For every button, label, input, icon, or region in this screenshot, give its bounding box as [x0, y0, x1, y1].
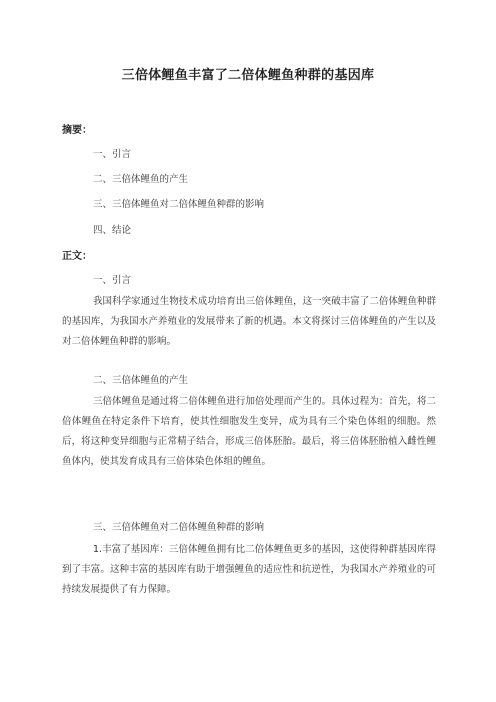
- section-impact-heading: 三、三倍体鲤鱼对二倍体鲤鱼种群的影响: [93, 522, 265, 533]
- outline-item-impact: 三、三倍体鲤鱼对二倍体鲤鱼种群的影响: [93, 199, 265, 210]
- body-heading: 正文：: [62, 251, 92, 262]
- section-origin-paragraph: 三倍体鲤鱼是通过将二倍体鲤鱼进行加倍处理而产生的。具体过程为：首先，将二倍体鲤鱼在特定条件下培育，使其性细胞发生变异，成为具有三个染色体组的细胞。然后，将这种变异细胞与正常精子结合，形成三倍体胚胎。最后，将三倍体胚胎植入雌性鲤鱼体内，使其发育成具有三倍体染色体组的鲤鱼。: [62, 396, 436, 467]
- section-origin-heading: 二、三倍体鲤鱼的产生: [93, 375, 189, 386]
- outline-item-origin: 二、三倍体鲤鱼的产生: [93, 174, 189, 185]
- section-impact-paragraph: 1.丰富了基因库：三倍体鲤鱼拥有比二倍体鲤鱼更多的基因，这使得种群基因库得到了丰富。这种丰富的基因库有助于增强鲤鱼的适应性和抗逆性，为我国水产养殖业的可持续发展提供了有力保障。: [62, 544, 436, 595]
- section-intro-paragraph: 我国科学家通过生物技术成功培育出三倍体鲤鱼，这一突破丰富了二倍体鲤鱼种群的基因库，为我国水产养殖业的发展带来了新的机遇。本文将探讨三倍体鲤鱼的产生以及对二倍体鲤鱼种群的影响。: [62, 296, 436, 347]
- outline-item-conclusion: 四、结论: [93, 225, 132, 236]
- outline-item-intro: 一、引言: [93, 149, 132, 160]
- section-intro-heading: 一、引言: [93, 275, 132, 286]
- abstract-heading: 摘要：: [62, 125, 92, 136]
- document-title: 三倍体鲤鱼丰富了二倍体鲤鱼种群的基因库: [121, 68, 375, 83]
